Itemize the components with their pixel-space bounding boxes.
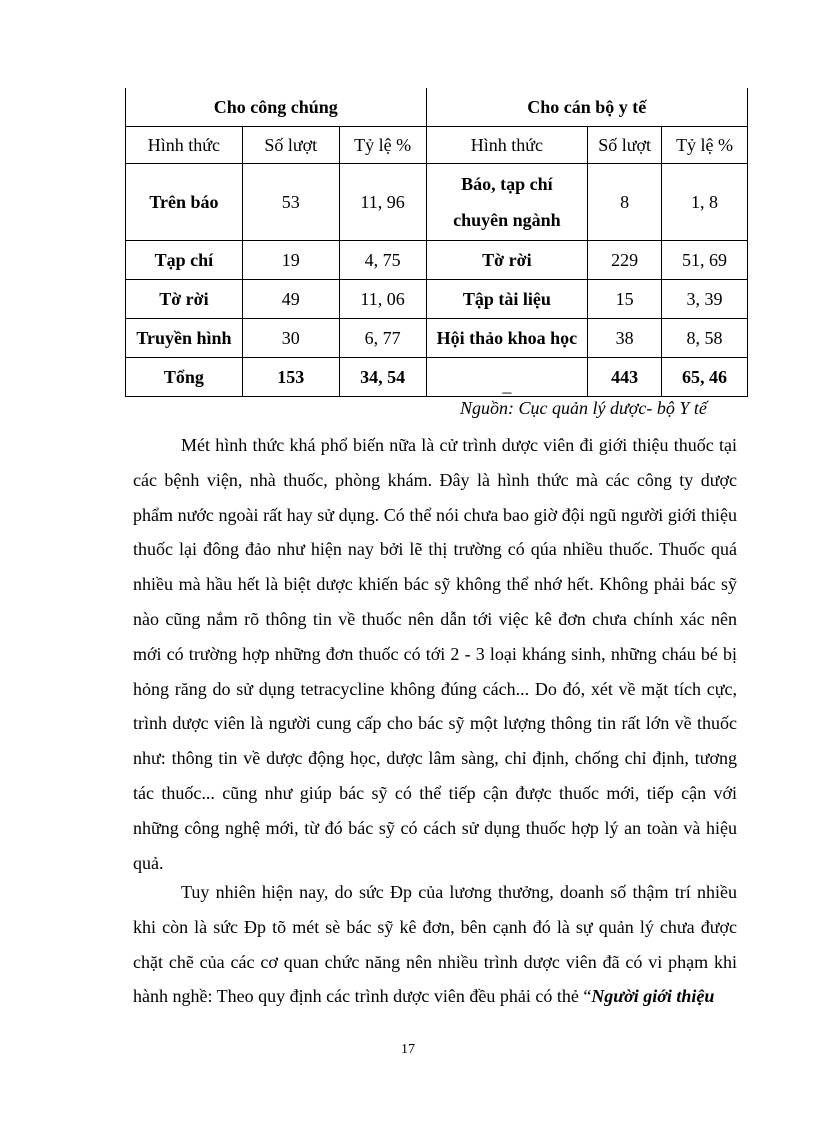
public-count-cell: 19: [242, 241, 339, 280]
medical-rate-cell: 3, 39: [662, 280, 748, 319]
public-count-cell: 49: [242, 280, 339, 319]
table-column-header-row: [126, 127, 748, 164]
table-row: [126, 280, 748, 319]
total-medical-label-cell: [426, 358, 588, 397]
body-paragraph: [133, 875, 737, 1014]
table-source-note: Nguồn: Cục quản lý dược- bộ Y tế: [460, 398, 707, 418]
paragraph-text: Tuy nhiên hiện nay, do sức Ðp của lương thưởng, doanh số thậm trí nhiều khi còn là sức Ðp tõ mét sè bác sỹ kê đơn, bên cạnh đó là sự quản lý chưa được chặt chẽ của các cơ quan chức năng nên nhiều trình dược viên đã có vi phạm khi hành nghề: Theo quy định các trình dược viên đều phải có thẻ “: [133, 882, 737, 1007]
medical-rate-cell: 51, 69: [662, 241, 748, 280]
dash-mark: _: [502, 375, 512, 395]
table-group-header-row: [126, 88, 748, 127]
medical-count-cell: 38: [588, 319, 662, 358]
medical-form-cell: Tập tài liệu: [426, 280, 588, 319]
medical-count-cell: 8: [588, 164, 662, 241]
medical-rate-cell: 8, 58: [662, 319, 748, 358]
total-public-count-cell: 153: [242, 358, 339, 397]
table-row: [126, 241, 748, 280]
medical-count-cell: 15: [588, 280, 662, 319]
table-row: [126, 319, 748, 358]
total-public-rate-cell: 34, 54: [339, 358, 426, 397]
medical-form-cell: Tờ rời: [426, 241, 588, 280]
total-medical-count-cell: 443: [588, 358, 662, 397]
public-form-cell: Tạp chí: [126, 241, 243, 280]
medical-count-cell: 229: [588, 241, 662, 280]
public-form-cell: Tờ rời: [126, 280, 243, 319]
medical-form-cell: [426, 164, 588, 241]
page-number: 17: [401, 1042, 415, 1057]
medical-form-cell: Hội thảo khoa học: [426, 319, 588, 358]
public-form-cell: Truyền hình: [126, 319, 243, 358]
advertising-stats-table: [125, 88, 748, 397]
paragraph-text: Mét hình thức khá phổ biến nữa là cử trình dược viên đi giới thiệu thuốc tại các bệnh viện, nhà thuốc, phòng khám. Đây là hình thức mà các công ty dược phẩm nước ngoài rất hay sử dụng. Có thể nói chưa bao giờ đội ngũ người giới thiệu thuốc lại đông đảo như hiện nay bởi lẽ thị trường có qúa nhiều thuốc. Thuốc quá nhiều mà hầu hết là biệt dược khiến bác sỹ không thể nhớ hết. Không phải bác sỹ nào cũng nắm rõ thông tin về thuốc nên dẫn tới việc kê đơn chưa chính xác nên mới có trường hợp những đơn thuốc có tới 2 - 3 loại kháng sinh, những cháu bé bị hỏng răng do sử dụng tetracycline không đúng cách... Do đó, xét về mặt tích cực, trình dược viên là người cung cấp cho bác sỹ một lượng thông tin rất lớn về thuốc như: thông tin về dược động học, dược lâm sàng, chỉ định, chống chỉ định, tương tác thuốc... cũng như giúp bác sỹ có thể tiếp cận được thuốc mới, tiếp cận với những công nghệ mới, từ đó bác sỹ có cách sử dụng thuốc hợp lý an toàn và hiệu quả.: [133, 435, 737, 873]
public-rate-cell: 11, 06: [339, 280, 426, 319]
medical-rate-cell: 1, 8: [662, 164, 748, 241]
total-medical-rate-cell: 65, 46: [662, 358, 748, 397]
body-paragraph: [133, 428, 737, 880]
col-header-count: Số lượt: [588, 127, 662, 164]
medical-form-line2: chuyên ngành: [453, 210, 561, 230]
col-header-count: Số lượt: [242, 127, 339, 164]
group-header-public: Cho công chúng: [126, 88, 427, 127]
table-total-row: [126, 358, 748, 397]
public-rate-cell: 4, 75: [339, 241, 426, 280]
public-count-cell: 30: [242, 319, 339, 358]
col-header-rate: Tỷ lệ %: [662, 127, 748, 164]
public-count-cell: 53: [242, 164, 339, 241]
medical-form-line1: Báo, tạp chí: [461, 174, 553, 194]
emphasized-term: Người giới thiệu: [591, 986, 715, 1007]
total-label-cell: Tổng: [126, 358, 243, 397]
col-header-form: Hình thức: [126, 127, 243, 164]
col-header-rate: Tỷ lệ %: [339, 127, 426, 164]
public-rate-cell: 11, 96: [339, 164, 426, 241]
table-row: [126, 164, 748, 241]
col-header-form: Hình thức: [426, 127, 588, 164]
public-form-cell: Trên báo: [126, 164, 243, 241]
group-header-medical: Cho cán bộ y tế: [426, 88, 748, 127]
public-rate-cell: 6, 77: [339, 319, 426, 358]
